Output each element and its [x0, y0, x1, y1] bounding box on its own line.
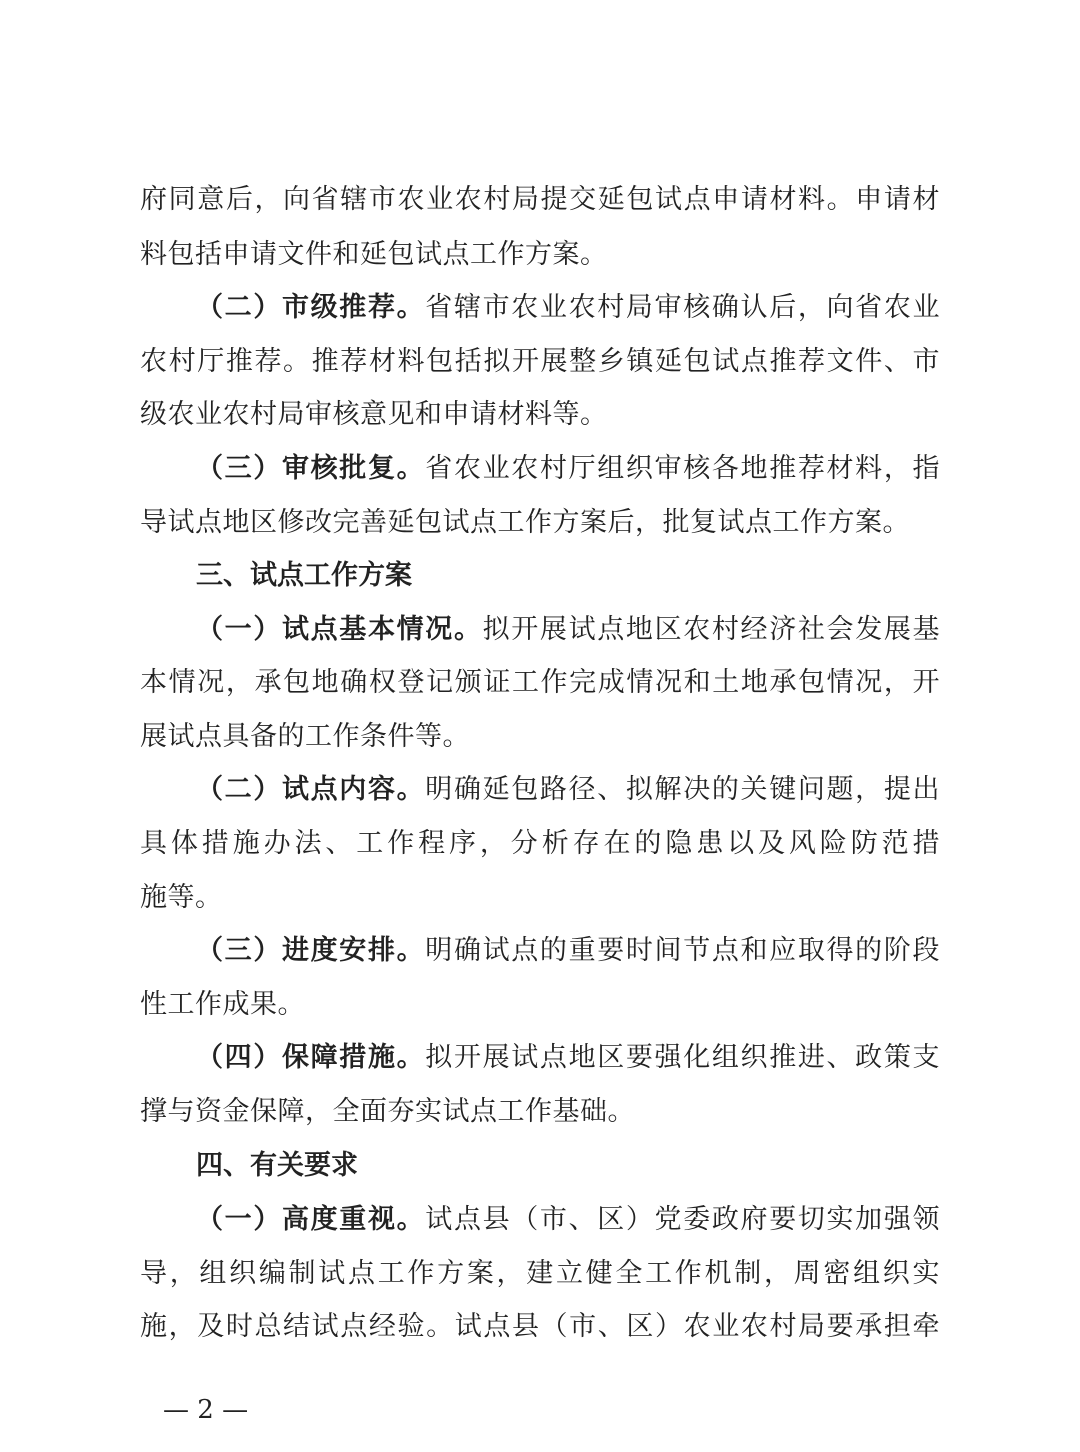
paragraph-8-line-2: 导，组织编制试点工作方案，建立健全工作机制，周密组织实 [140, 1258, 940, 1289]
paragraph-6-line-2: 性工作成果。 [140, 989, 305, 1020]
paragraph-7-line-1 [196, 1040, 940, 1076]
paragraph-8-line-1-text: 试点县（市、区）党委政府要切实加强领 [425, 1204, 941, 1235]
paragraph-5-line-2: 具体措施办法、工作程序，分析存在的隐患以及风险防范措 [140, 828, 940, 859]
paragraph-2-line-3: 级农业农村局审核意见和申请材料等。 [140, 399, 608, 430]
paragraph-3-line-1 [196, 451, 940, 487]
paragraph-6-label: （三）进度安排。 [196, 935, 426, 966]
section-heading-3: 三、试点工作方案 [196, 560, 412, 591]
paragraph-2-line-1-text: 省辖市农业农村局审核确认后，向省农业 [425, 292, 941, 323]
paragraph-4-line-1-text: 拟开展试点地区农村经济社会发展基 [482, 614, 941, 645]
section-heading-4: 四、有关要求 [196, 1150, 358, 1181]
paragraph-3-label: （三）审核批复。 [196, 453, 426, 484]
paragraph-5-line-1 [196, 772, 940, 808]
paragraph-7-line-2: 撑与资金保障，全面夯实试点工作基础。 [140, 1096, 635, 1127]
paragraph-5-line-3: 施等。 [140, 882, 223, 913]
paragraph-4-line-3: 展试点具备的工作条件等。 [140, 721, 470, 752]
paragraph-7-line-1-text: 拟开展试点地区要强化组织推进、政策支 [425, 1042, 941, 1073]
paragraph-2-line-2: 农村厅推荐。推荐材料包括拟开展整乡镇延包试点推荐文件、市 [140, 346, 940, 377]
paragraph-6-line-1-text: 明确试点的重要时间节点和应取得的阶段 [425, 935, 941, 966]
paragraph-5-label: （二）试点内容。 [196, 774, 426, 805]
paragraph-3-line-1-text: 省农业农村厅组织审核各地推荐材料，指 [425, 453, 941, 484]
paragraph-1-line-2: 料包括申请文件和延包试点工作方案。 [140, 239, 608, 270]
paragraph-8-line-3: 施，及时总结试点经验。试点县（市、区）农业农村局要承担牵 [140, 1311, 940, 1342]
paragraph-3-line-2: 导试点地区修改完善延包试点工作方案后，批复试点工作方案。 [140, 507, 910, 538]
paragraph-2-label: （二）市级推荐。 [196, 292, 426, 323]
paragraph-2-line-1 [196, 290, 940, 326]
paragraph-5-line-1-text: 明确延包路径、拟解决的关键问题，提出 [425, 774, 941, 805]
page-number: — 2 — [163, 1395, 249, 1425]
paragraph-6-line-1 [196, 933, 940, 969]
paragraph-1-line-1: 府同意后，向省辖市农业农村局提交延包试点申请材料。申请材 [140, 184, 940, 215]
paragraph-8-line-1 [196, 1202, 940, 1238]
paragraph-4-line-1 [196, 612, 940, 648]
paragraph-4-line-2: 本情况，承包地确权登记颁证工作完成情况和土地承包情况，开 [140, 667, 940, 698]
paragraph-8-label: （一）高度重视。 [196, 1204, 426, 1235]
paragraph-7-label: （四）保障措施。 [196, 1042, 426, 1073]
paragraph-4-label: （一）试点基本情况。 [196, 614, 483, 645]
